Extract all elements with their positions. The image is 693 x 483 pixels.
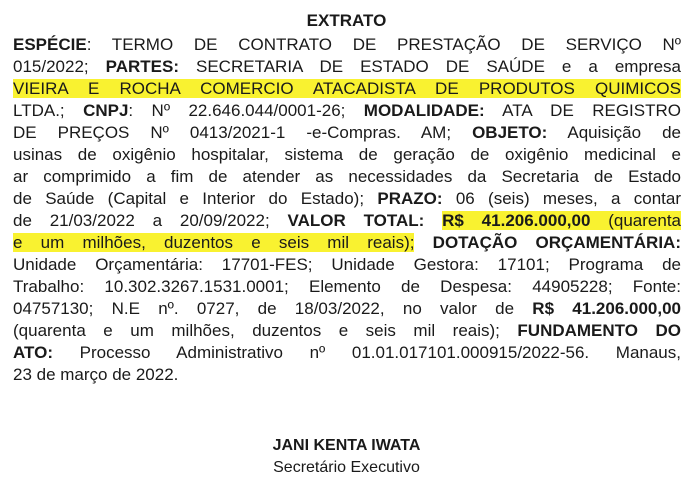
bold-label: CNPJ (83, 101, 129, 120)
body-line (13, 232, 681, 254)
bold-label: VALOR TOTAL: (287, 211, 425, 230)
body-line (13, 254, 681, 276)
body-line (13, 122, 681, 144)
bold-label: OBJETO: (472, 123, 548, 142)
body-line (13, 34, 681, 56)
body-text-run: Trabalho: 10.302.3267.1531.0001; Elemento de Despesa: 44905228; Fonte: (13, 277, 681, 296)
body-text-run: : TERMO DE CONTRATO DE PRESTAÇÃO DE SERVIÇO Nº (86, 35, 681, 54)
body-line (13, 100, 681, 122)
body-line (13, 166, 681, 188)
body-line (13, 78, 681, 100)
signer-role: Secretário Executivo (273, 459, 420, 476)
body-text-run: DE PREÇOS Nº 0413/2021-1 -e-Compras. AM; (13, 123, 473, 142)
highlighted-text: VIEIRA E ROCHA COMERCIO ATACADISTA DE PRODUTOS QUIMICOS (13, 79, 681, 98)
body-text-run: ar comprimido a fim de atender as necessidades da Secretaria de Estado (13, 167, 681, 186)
body-line (13, 210, 681, 232)
body-text-run: : Nº 22.646.044/0001-26; (128, 101, 364, 120)
body-line (13, 276, 681, 298)
body-text-run: de 21/03/2022 a 20/09/2022; (13, 211, 288, 230)
bold-label: MODALIDADE: (363, 101, 485, 120)
body-text-run: 015/2022; (13, 57, 106, 76)
bold-label: ESPÉCIE (13, 35, 87, 54)
body-line (13, 188, 681, 210)
body-text-run: Unidade Orçamentária: 17701-FES; Unidade Gestora: 17101; Programa de (13, 255, 681, 274)
signer-name: JANI KENTA IWATA (272, 437, 421, 454)
body-text-run: Processo Administrativo nº 01.01.017101.000915/2022-56. Manaus, (52, 343, 681, 362)
body-text-run: (quarenta e um milhões, duzentos e seis mil reais); (13, 321, 518, 340)
body-text-run (414, 233, 432, 252)
body-text-run: 23 de março de 2022. (13, 365, 179, 384)
body-line (13, 364, 681, 386)
bold-label: DOTAÇÃO ORÇAMENTÁRIA: (432, 233, 681, 252)
body-text-run: de Saúde (Capital e Interior do Estado); (13, 189, 378, 208)
highlighted-text: R$ 41.206.000,00 (442, 211, 591, 230)
bold-label: PRAZO: (377, 189, 443, 208)
highlighted-text: (quarenta (590, 211, 681, 230)
bold-label: FUNDAMENTO DO (517, 321, 681, 340)
body-line (13, 342, 681, 364)
bold-label: R$ 41.206.000,00 (532, 299, 681, 318)
body-text-run: ATA DE REGISTRO (484, 101, 681, 120)
body-text-run: Aquisição de (547, 123, 681, 142)
bold-label: PARTES: (105, 57, 179, 76)
body-text-run: SECRETARIA DE ESTADO DE SAÚDE e a empresa (179, 57, 681, 76)
body-line (13, 56, 681, 78)
body-line (13, 144, 681, 166)
body-text-run: 06 (seis) meses, a contar (442, 189, 682, 208)
body-text-run (424, 211, 442, 230)
bold-label: ATO: (13, 343, 53, 362)
body-text-run: LTDA.; (13, 101, 84, 120)
body-line (13, 320, 681, 342)
body-text-run: usinas de oxigênio hospitalar, sistema de geração de oxigênio medicinal e (13, 145, 681, 164)
document-title: EXTRATO (306, 11, 387, 30)
body-line (13, 298, 681, 320)
body-text-run: 04757130; N.E nº. 0727, de 18/03/2022, no valor de (13, 299, 533, 318)
document-body (13, 34, 681, 386)
highlighted-text: e um milhões, duzentos e seis mil reais); (13, 233, 415, 252)
